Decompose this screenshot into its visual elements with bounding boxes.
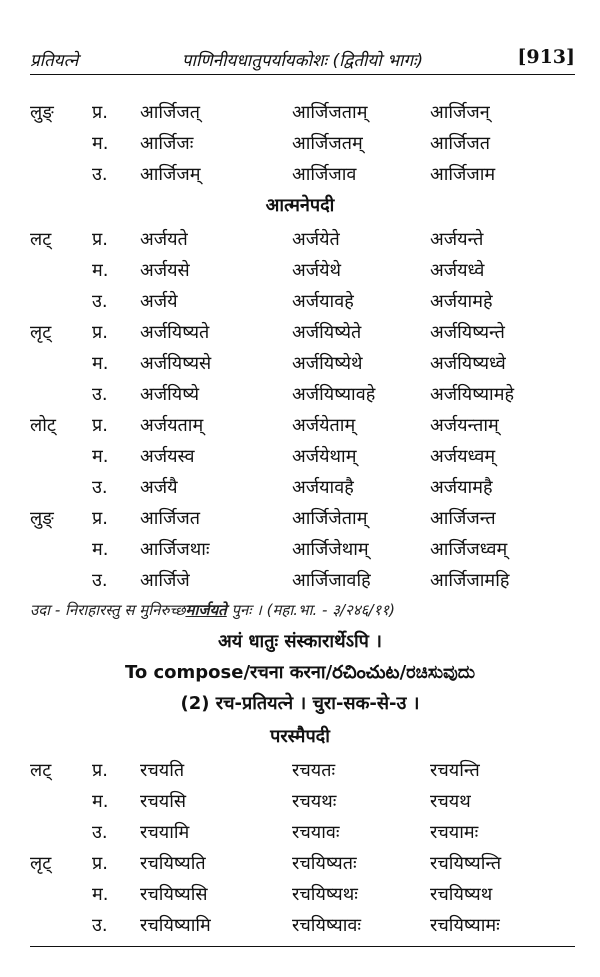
lakara-label: लट् [30,760,52,781]
table-row [0,878,600,909]
form-dual: रचयतः [292,760,336,781]
form-dual: अर्जयिष्येथे [292,353,363,374]
form-singular: अर्जयस्व [140,446,195,467]
purusha-label: उ. [92,570,108,591]
form-singular: रचयिष्यसि [140,884,208,905]
purusha-label: म. [92,884,109,905]
table-row [0,471,600,502]
form-plural: आर्जिजत [430,133,491,154]
lakara-label: लुङ् [30,102,54,123]
form-dual: अर्जयावहै [292,477,354,498]
form-dual: रचयिष्यतः [292,853,357,874]
parasmaipadi-heading: परस्मैपदी [270,726,330,747]
form-singular: अर्जयिष्यसे [140,353,212,374]
form-plural: रचयथ [430,791,471,812]
meaning-line: To compose/रचना करना/రచించుట/ರಚಿಸುವುದು [124,662,476,683]
example-suffix: पुनः । (महा.भा. - ३/२४६/११) [226,601,395,619]
purusha-label: प्र. [92,508,108,529]
form-plural: रचयन्ति [430,760,480,781]
lakara-label: लृट् [30,853,52,874]
purusha-label: म. [92,260,109,281]
conjugation-block-1 [0,96,600,189]
table-row [0,285,600,316]
form-dual: अर्जयेताम् [292,415,356,436]
purusha-label: उ. [92,822,108,843]
form-singular: अर्जयताम् [140,415,204,436]
form-dual: आर्जिजेथाम् [292,539,369,560]
purusha-label: उ. [92,915,108,936]
purusha-label: म. [92,791,109,812]
form-dual: आर्जिजावहि [292,570,371,591]
form-singular: अर्जये [140,291,178,312]
table-row [0,816,600,847]
purusha-label: म. [92,353,109,374]
form-dual: रचयिष्यथः [292,884,358,905]
meaning-telugu: రచించుట [332,662,400,683]
form-plural: आर्जिजामहि [430,570,510,591]
table-row [0,847,600,878]
form-plural: अर्जयामहे [430,291,493,312]
purusha-label: उ. [92,384,108,405]
form-dual: आर्जिजेताम् [292,508,368,529]
form-plural: रचयामः [430,822,479,843]
table-row [0,909,600,940]
conjugation-block-3 [0,754,600,940]
page-number: [913] [517,46,575,68]
meaning-kannada: ರಚಿಸುವುದು [406,662,476,683]
table-row [0,440,600,471]
meaning-english: To compose [124,662,244,683]
form-singular: आर्जिजथाः [140,539,210,560]
form-dual: रचयावः [292,822,340,843]
form-plural: अर्जयध्वे [430,260,485,281]
form-singular: आर्जिजे [140,570,190,591]
form-dual: अर्जयिष्यावहे [292,384,376,405]
purusha-label: उ. [92,164,108,185]
form-plural: अर्जयिष्यन्ते [430,322,505,343]
table-row [0,347,600,378]
form-plural: अर्जयन्ते [430,229,484,250]
table-row [0,533,600,564]
form-singular: अर्जयिष्यते [140,322,210,343]
form-singular: आर्जिजम् [140,164,201,185]
purusha-label: म. [92,539,109,560]
atmanepadi-heading: आत्मनेपदी [265,195,335,216]
form-singular: आर्जिजत [140,508,201,529]
form-singular: रचयिष्यति [140,853,206,874]
lakara-label: लृट् [30,322,52,343]
form-dual: अर्जयेथाम् [292,446,357,467]
table-row [0,96,600,127]
form-plural: अर्जयिष्यध्वे [430,353,506,374]
purusha-label: उ. [92,291,108,312]
example-highlight: मार्जयते [185,601,227,619]
lakara-label: लोट् [30,415,56,436]
purusha-label: उ. [92,477,108,498]
form-dual: रचयिष्यावः [292,915,362,936]
form-plural: अर्जयध्वम् [430,446,496,467]
purusha-label: म. [92,133,109,154]
table-row [0,223,600,254]
form-singular: रचयति [140,760,185,781]
form-singular: रचयिष्यामि [140,915,211,936]
table-row [0,316,600,347]
form-plural: रचयिष्यथ [430,884,493,905]
form-dual: अर्जयावहे [292,291,354,312]
example-prefix: उदा - निराहारस्तु स मुनिरुच्छ [30,601,186,619]
page-header [30,40,575,75]
form-dual: अर्जयेते [292,229,340,250]
form-singular: रचयसि [140,791,187,812]
purusha-label: प्र. [92,853,108,874]
footer-rule [30,946,575,947]
table-row [0,564,600,595]
purusha-label: प्र. [92,102,108,123]
table-row [0,158,600,189]
example-citation [30,600,395,620]
table-row [0,754,600,785]
lakara-label: लुङ् [30,508,54,529]
form-dual: आर्जिजतम् [292,133,363,154]
lakara-label: लट् [30,229,52,250]
form-singular: अर्जयिष्ये [140,384,200,405]
form-dual: अर्जयिष्येते [292,322,362,343]
purusha-label: म. [92,446,109,467]
dhatu-heading: (2) रच-प्रतियत्ने । चुरा-सक-से-उ । [180,693,420,714]
table-row [0,409,600,440]
form-plural: अर्जयन्ताम् [430,415,499,436]
purusha-label: प्र. [92,229,108,250]
purusha-label: प्र. [92,415,108,436]
form-plural: रचयिष्यन्ति [430,853,502,874]
form-dual: अर्जयेथे [292,260,342,281]
form-plural: आर्जिजन्त [430,508,496,529]
sanskara-line: अयं धातुः संस्कारार्थेऽपि । [218,631,382,652]
table-row [0,127,600,158]
form-plural: आर्जिजन् [430,102,490,123]
running-head-title: पाणिनीयधातुपर्यायकोशः (द्वितीयो भागः) [181,51,424,71]
form-plural: अर्जयामहै [430,477,493,498]
purusha-label: प्र. [92,322,108,343]
form-plural: आर्जिजाम [430,164,496,185]
form-dual: आर्जिजाव [292,164,357,185]
form-singular: आर्जिजत् [140,102,201,123]
form-dual: आर्जिजताम् [292,102,368,123]
form-singular: अर्जयते [140,229,188,250]
form-singular: रचयामि [140,822,190,843]
table-row [0,502,600,533]
form-singular: आर्जिजः [140,133,194,154]
table-row [0,785,600,816]
form-singular: अर्जयै [140,477,178,498]
running-head-left: प्रतियत्ने [30,51,79,71]
conjugation-block-2 [0,223,600,595]
form-singular: अर्जयसे [140,260,190,281]
form-dual: रचयथः [292,791,337,812]
table-row [0,254,600,285]
form-plural: आर्जिजध्वम् [430,539,508,560]
form-plural: रचयिष्यामः [430,915,500,936]
meaning-hindi: रचना करना [250,662,326,683]
form-plural: अर्जयिष्यामहे [430,384,515,405]
purusha-label: प्र. [92,760,108,781]
table-row [0,378,600,409]
